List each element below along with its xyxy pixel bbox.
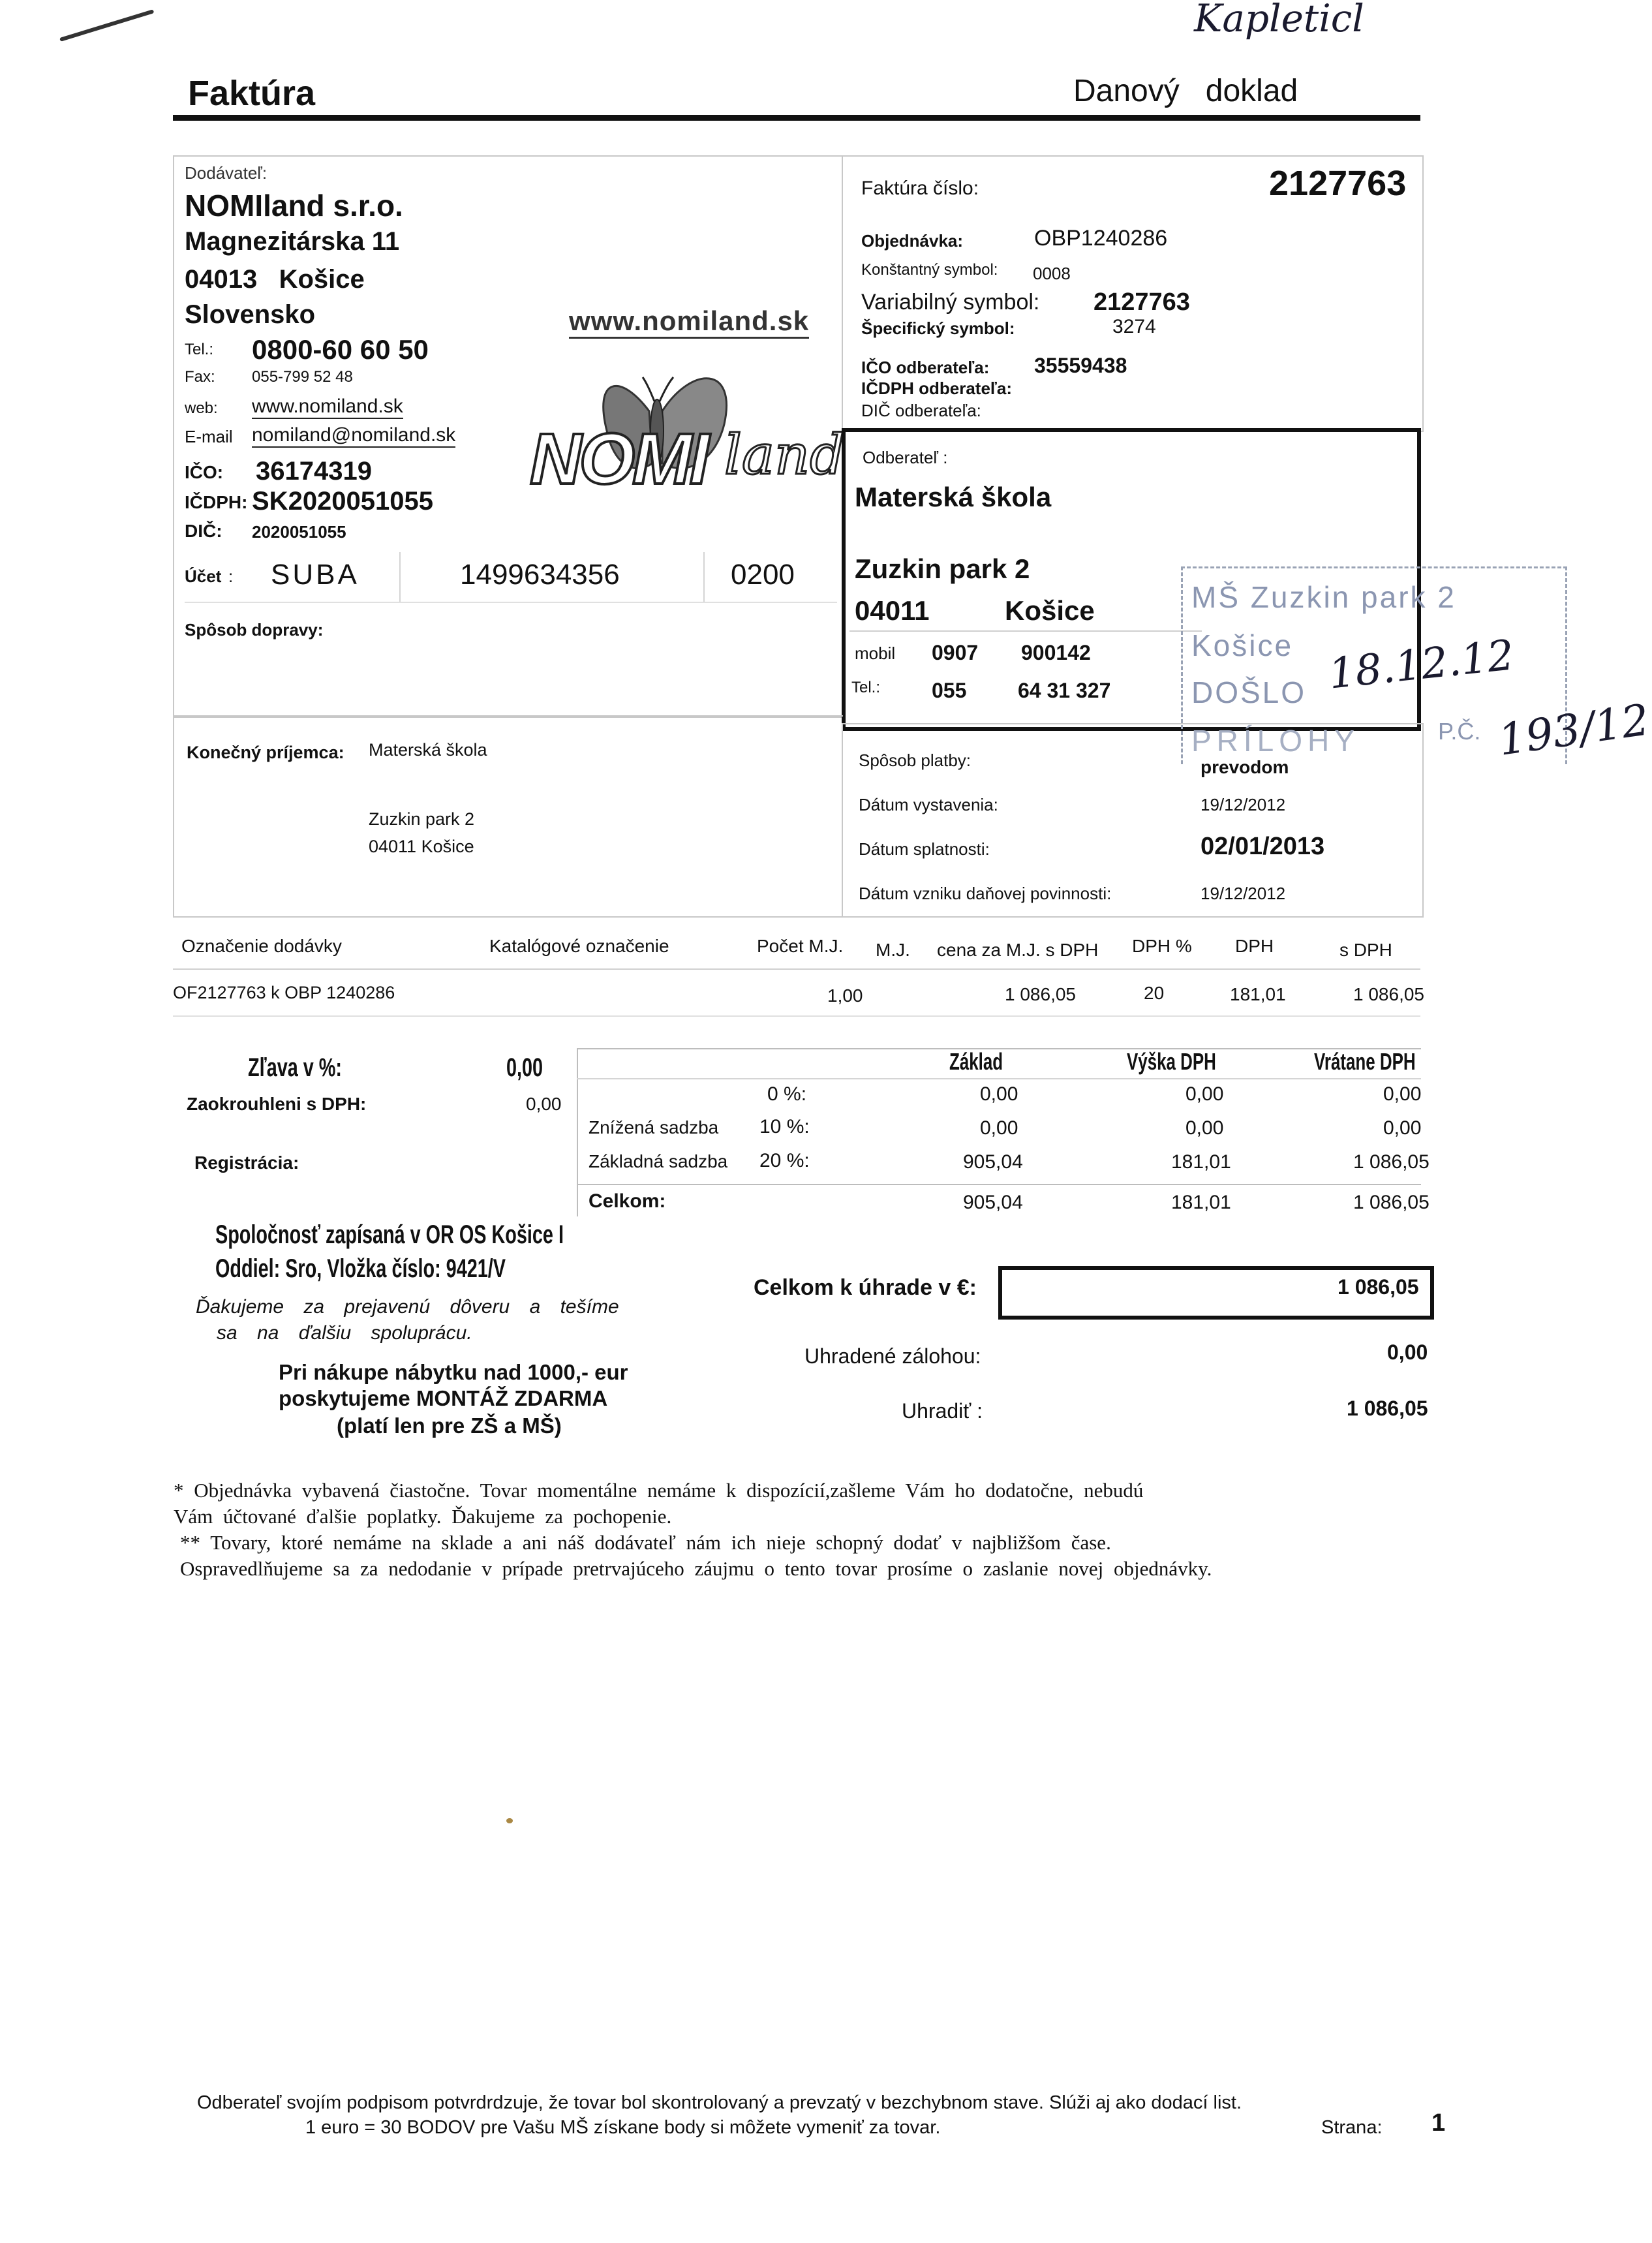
promo-line-1: Pri nákupe nábytku nad 1000,- eur <box>279 1360 628 1384</box>
deposit-label: Uhradené zálohou: <box>804 1344 981 1368</box>
col-header-qty: Počet M.J. <box>757 936 844 956</box>
rounding-value: 0,00 <box>526 1094 562 1114</box>
vat-row-0-total: 0,00 <box>1383 1083 1422 1105</box>
supplier-tel: 0800-60 60 50 <box>252 334 429 365</box>
order-label: Objednávka: <box>861 231 964 251</box>
registration-label: Registrácia: <box>194 1152 299 1173</box>
customer-mobil-label: mobil <box>855 643 896 663</box>
customer-city: Košice <box>1005 595 1095 626</box>
vat-row-0-pct <box>767 1083 806 1106</box>
scan-speck <box>506 1818 513 1823</box>
vat-total-vat: 181,01 <box>1171 1192 1231 1213</box>
vat-row-2-label: Základná sadzba <box>589 1151 728 1171</box>
customer-tel-label: Tel.: <box>851 679 881 696</box>
customer-divider <box>849 630 1202 632</box>
customer-label: Odberateľ : <box>863 448 948 467</box>
header-rule <box>173 115 1420 121</box>
stamp-handwritten-date: 18.12.12 <box>1326 631 1517 699</box>
stamp-line-3: DOŠLO <box>1191 675 1307 709</box>
rounding-label: Zaokrouhleni s DPH: <box>187 1094 367 1114</box>
col-header-price: cena za M.J. s DPH <box>937 940 1099 960</box>
supplier-name: NOMIland s.r.o. <box>185 189 403 223</box>
item-row-vat: 181,01 <box>1230 984 1286 1004</box>
note-line-4: Ospravedlňujeme sa za nedodanie v prípade pretrvajúceho záujmu o tento tovar prosíme o zaslanie novej objednávky. <box>180 1557 1212 1580</box>
page-label: Strana: <box>1321 2117 1383 2138</box>
payment-method: prevodom <box>1201 757 1289 777</box>
vat-header-base: Základ <box>949 1048 1003 1075</box>
item-row-desc: OF2127763 k OBP 1240286 <box>173 983 395 1002</box>
dic-odb-label: DIČ odberateľa: <box>861 401 981 420</box>
customer-tel-prefix: 055 <box>932 679 967 702</box>
col-header-unit: M.J. <box>876 940 910 960</box>
company-reg-line-1: Spoločnosť zapísaná v OR OS Košice I <box>215 1220 564 1249</box>
footer-line-2: 1 euro = 30 BODOV pre Vašu MŠ získane body si môžete vymeniť za tovar. <box>305 2117 941 2138</box>
ico-odb: 35559438 <box>1034 354 1127 377</box>
customer-mobil-number: 900142 <box>1021 641 1091 664</box>
item-row-price: 1 086,05 <box>1005 984 1076 1004</box>
stamp-line-2: Košice <box>1191 628 1294 662</box>
deposit-value: 0,00 <box>1387 1340 1428 1364</box>
supplier-tel-label: Tel.: <box>185 341 214 358</box>
tax-date: 19/12/2012 <box>1201 884 1286 903</box>
recipient-label: Konečný príjemca: <box>187 743 344 762</box>
col-header-vat-pct: DPH % <box>1132 936 1192 956</box>
vat-row-2-pct <box>759 1150 810 1172</box>
items-row-rule <box>173 1015 1420 1017</box>
vat-row-1-pct-value: 10 <box>759 1116 782 1137</box>
page-title: Faktúra <box>188 74 316 113</box>
vat-row-1-vat: 0,00 <box>1185 1117 1224 1139</box>
supplier-city <box>185 265 365 294</box>
logo-url[interactable]: www.nomiland.sk <box>569 305 809 339</box>
tax-date-label: Dátum vzniku daňovej povinnosti: <box>859 884 1112 903</box>
account-code: 0200 <box>731 559 795 591</box>
vat-table-header-rule <box>577 1078 1421 1079</box>
supplier-web-label: web: <box>185 399 218 417</box>
vat-row-2-pct-suffix: %: <box>786 1150 810 1171</box>
item-row-total: 1 086,05 <box>1353 984 1424 1004</box>
account-number: 1499634356 <box>460 559 620 591</box>
vat-header-total: Vrátane DPH <box>1314 1048 1416 1075</box>
logo-text-nomi <box>530 418 707 501</box>
note-line-1: * Objednávka vybavená čiastočne. Tovar momentálne nemáme k dispozícií,zašleme Vám ho dodatočne, nebudú <box>174 1479 1144 1502</box>
discount-value: 0,00 <box>506 1053 543 1082</box>
payment-method-label: Spôsob platby: <box>859 750 971 770</box>
logo-text-land <box>724 423 845 487</box>
col-header-catalog: Katalógové označenie <box>489 936 669 956</box>
vat-row-2-pct-value: 20 <box>759 1150 782 1171</box>
supplier-dic-label: DIČ: <box>185 521 222 541</box>
col-header-total: s DPH <box>1339 940 1392 960</box>
vat-table-left-rule <box>577 1048 578 1216</box>
vat-row-0-vat: 0,00 <box>1185 1083 1224 1105</box>
promo-line-3: (platí len pre ZŠ a MŠ) <box>337 1414 562 1438</box>
vat-table-total-rule <box>577 1184 1421 1185</box>
logo-text-nomi-word: NOMI <box>530 419 707 499</box>
vat-row-1-label: Znížená sadzba <box>589 1117 719 1137</box>
vat-row-0-pct-suffix: %: <box>784 1083 807 1105</box>
vat-row-2-base: 905,04 <box>963 1151 1023 1173</box>
account-label: Účet <box>185 566 222 586</box>
col-header-desc: Označenie dodávky <box>181 936 342 956</box>
vat-row-1-pct-suffix: %: <box>786 1116 810 1137</box>
stamp-line-1: MŠ Zuzkin park 2 <box>1191 580 1456 614</box>
stamp-reg-number: 193/12 <box>1495 694 1652 766</box>
promo-line-2: poskytujeme MONTÁŽ ZDARMA <box>279 1386 608 1410</box>
spec-symbol-label: Špecifický symbol: <box>861 318 1015 338</box>
customer-zip: 04011 <box>855 595 930 626</box>
supplier-zip: 04013 <box>185 265 258 294</box>
item-row-vat-pct: 20 <box>1144 983 1165 1003</box>
spec-symbol: 3274 <box>1112 316 1156 337</box>
const-symbol: 0008 <box>1033 264 1071 283</box>
discount-label: Zľava v %: <box>248 1053 342 1082</box>
order-number: OBP1240286 <box>1034 226 1168 251</box>
thanks-line-2: sa na ďalšiu spoluprácu. <box>217 1322 472 1344</box>
supplier-dic: 2020051055 <box>252 522 346 542</box>
vat-row-2-total: 1 086,05 <box>1353 1151 1430 1173</box>
customer-street: Zuzkin park 2 <box>855 553 1030 584</box>
account-underline <box>185 602 837 603</box>
supplier-ico: 36174319 <box>256 457 372 486</box>
due-date-label: Dátum splatnosti: <box>859 839 990 859</box>
stamp-reg-label: P.Č. <box>1438 718 1481 745</box>
supplier-fax: 055-799 52 48 <box>252 368 353 386</box>
supplier-web-link[interactable]: www.nomiland.sk <box>252 395 403 419</box>
note-line-2: Vám účtované ďalšie poplatky. Ďakujeme za pochopenie. <box>174 1505 672 1528</box>
handwritten-name: Kapleticl <box>1194 0 1364 40</box>
vat-total-label: Celkom: <box>589 1190 666 1212</box>
vat-row-1-base: 0,00 <box>980 1117 1018 1139</box>
items-header-rule <box>173 968 1420 970</box>
issue-date-label: Dátum vystavenia: <box>859 795 998 814</box>
recipient-city: 04011 Košice <box>369 837 474 856</box>
due-date: 02/01/2013 <box>1201 833 1325 860</box>
supplier-icdph-label: IČDPH: <box>185 492 248 512</box>
page-number: 1 <box>1431 2109 1446 2137</box>
supplier-fax-label: Fax: <box>185 368 215 386</box>
footer-line-1: Odberateľ svojím podpisom potvrdrdzuje, že tovar bol skontrolovaný a prevzatý v bezchybnom stave. Slúži aj ako dodací list. <box>197 2092 1242 2113</box>
var-symbol: 2127763 <box>1094 288 1190 316</box>
transport-label: Spôsob dopravy: <box>185 620 324 640</box>
doc-type <box>1073 73 1298 109</box>
vat-row-0-base: 0,00 <box>980 1083 1018 1105</box>
customer-tel-number: 64 31 327 <box>1018 679 1111 702</box>
to-pay-value: 1 086,05 <box>1338 1275 1419 1299</box>
logo-antenna-left <box>643 377 654 401</box>
supplier-email-link[interactable]: nomiland@nomiland.sk <box>252 424 455 448</box>
doc-type-word-2: doklad <box>1205 74 1298 108</box>
icdph-odb-label: IČDPH odberateľa: <box>861 379 1013 398</box>
account-divider-2 <box>703 552 705 602</box>
issue-date: 19/12/2012 <box>1201 795 1286 814</box>
const-symbol-label: Konštantný symbol: <box>861 261 998 279</box>
account-bank: SUBA <box>271 559 359 591</box>
thanks-line-1: Ďakujeme za prejavenú dôveru a tešíme <box>196 1296 619 1318</box>
vat-row-0-pct-value: 0 <box>767 1083 778 1105</box>
vat-row-1-pct <box>759 1116 810 1138</box>
to-pay-label: Celkom k úhrade v €: <box>754 1275 977 1300</box>
vat-row-1-total: 0,00 <box>1383 1117 1422 1139</box>
vat-row-2-vat: 181,01 <box>1171 1151 1231 1173</box>
invoice-number: 2127763 <box>1269 164 1407 203</box>
var-symbol-label: Variabilný symbol: <box>861 290 1040 315</box>
logo-text-land-word: land <box>724 423 845 487</box>
customer-name: Materská škola <box>855 482 1052 512</box>
note-line-3: ** Tovary, ktoré nemáme na sklade a ani náš dodávateľ nám ich nieje schopný dodať v najbližšom čase. <box>180 1531 1111 1554</box>
supplier-city-name: Košice <box>279 265 365 294</box>
stamp-line-4: PRÍLOHY <box>1191 724 1360 758</box>
ico-odb-label: IČO odberateľa: <box>861 358 990 377</box>
supplier-icdph: SK2020051055 <box>252 487 434 516</box>
vat-total-total: 1 086,05 <box>1353 1192 1430 1213</box>
company-reg-line-2: Oddiel: Sro, Vložka číslo: 9421/V <box>215 1254 506 1283</box>
supplier-street: Magnezitárska 11 <box>185 227 400 256</box>
invoice-number-label: Faktúra číslo: <box>861 178 979 199</box>
col-header-vat: DPH <box>1235 936 1274 956</box>
pay-value: 1 086,05 <box>1347 1397 1428 1420</box>
recipient-street: Zuzkin park 2 <box>369 809 475 829</box>
supplier-label: Dodávateľ: <box>185 163 268 183</box>
item-row-qty: 1,00 <box>827 985 863 1006</box>
supplier-email-label: E-mail <box>185 427 233 446</box>
supplier-ico-label: IČO: <box>185 462 224 482</box>
doc-type-word-1: Danový <box>1073 74 1180 108</box>
account-divider-1 <box>399 552 401 602</box>
pen-mark <box>59 9 154 42</box>
vat-header-vat: Výška DPH <box>1127 1048 1216 1075</box>
pay-label: Uhradiť : <box>902 1399 983 1423</box>
vat-total-base: 905,04 <box>963 1192 1023 1213</box>
supplier-country: Slovensko <box>185 300 316 329</box>
recipient-name: Materská škola <box>369 740 487 760</box>
customer-mobil-prefix: 0907 <box>932 641 979 664</box>
account-label-colon: : <box>228 566 234 586</box>
